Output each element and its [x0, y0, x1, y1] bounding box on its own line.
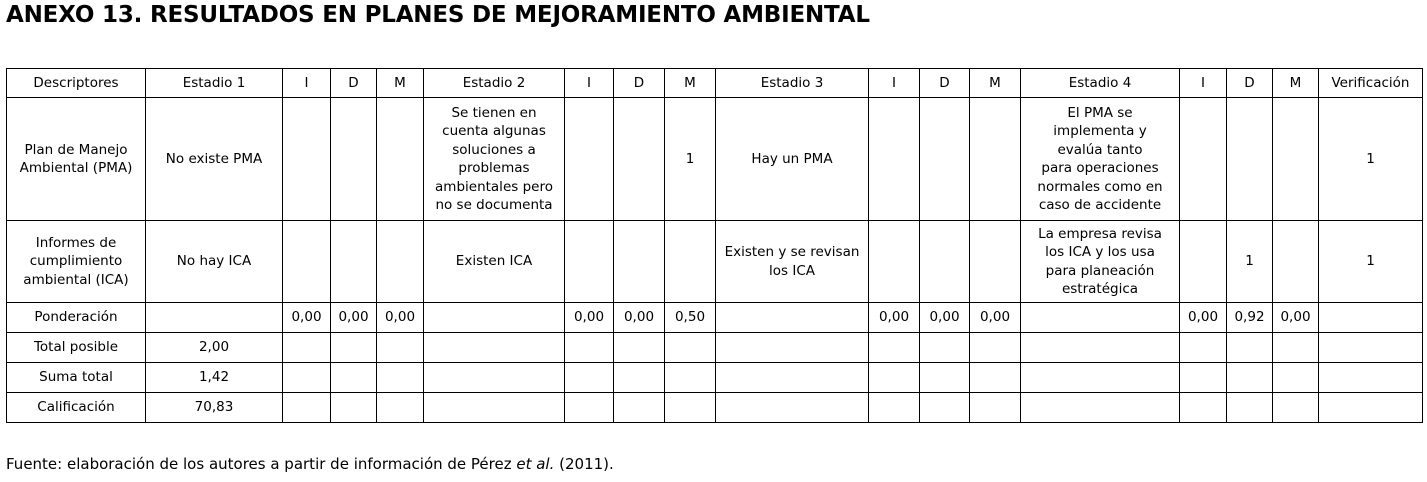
table-row: [7, 221, 1423, 303]
row-label-cell: Plan de Manejo Ambiental (PMA): [7, 98, 146, 221]
header-cell: Estadio 4: [1021, 69, 1180, 98]
table-cell: [283, 221, 331, 303]
header-cell: I: [565, 69, 614, 98]
results-table: [6, 68, 1423, 423]
header-cell: Estadio 3: [716, 69, 869, 98]
header-cell: D: [920, 69, 970, 98]
header-cell: M: [665, 69, 716, 98]
table-cell: [377, 363, 424, 393]
table-cell: [1021, 303, 1180, 333]
table-cell: 1: [1319, 98, 1423, 221]
table-cell: [665, 363, 716, 393]
header-cell: Estadio 1: [146, 69, 283, 98]
header-cell: M: [1273, 69, 1319, 98]
table-row: [7, 98, 1423, 221]
table-cell: [331, 393, 377, 423]
table-cell: [920, 333, 970, 363]
table-cell: [424, 393, 565, 423]
source-note: [6, 455, 614, 473]
header-cell: D: [1227, 69, 1273, 98]
table-cell: 0,00: [614, 303, 665, 333]
header-cell: M: [377, 69, 424, 98]
table-cell: [331, 98, 377, 221]
table-cell: [665, 393, 716, 423]
table-cell: [1227, 98, 1273, 221]
table-cell: [665, 333, 716, 363]
table-cell: [377, 333, 424, 363]
table-cell: [970, 393, 1021, 423]
table-cell: El PMA se implementa y evalúa tanto para operaciones normales como en caso de accidente: [1021, 98, 1180, 221]
table-cell: [614, 333, 665, 363]
table-cell: [1319, 303, 1423, 333]
table-cell: [283, 333, 331, 363]
table-cell: 1,42: [146, 363, 283, 393]
table-cell: 0,50: [665, 303, 716, 333]
table-cell: [1227, 363, 1273, 393]
table-cell: [970, 221, 1021, 303]
table-cell: [424, 333, 565, 363]
header-cell: M: [970, 69, 1021, 98]
header-cell: I: [869, 69, 920, 98]
table-cell: [1227, 393, 1273, 423]
table-cell: [331, 333, 377, 363]
table-cell: [1319, 393, 1423, 423]
source-suffix: (2011).: [554, 455, 614, 473]
table-cell: [716, 303, 869, 333]
table-cell: [377, 221, 424, 303]
table-cell: 0,00: [565, 303, 614, 333]
table-cell: [716, 333, 869, 363]
table-cell: Existen ICA: [424, 221, 565, 303]
table-cell: 1: [1227, 221, 1273, 303]
header-cell: I: [283, 69, 331, 98]
table-cell: [1273, 333, 1319, 363]
table-cell: 0,00: [869, 303, 920, 333]
table-cell: [614, 393, 665, 423]
table-row: [7, 393, 1423, 423]
table-cell: [424, 303, 565, 333]
row-label-cell: Suma total: [7, 363, 146, 393]
table-cell: [614, 221, 665, 303]
table-cell: [665, 221, 716, 303]
table-cell: [716, 363, 869, 393]
table-row: [7, 363, 1423, 393]
table-cell: [424, 363, 565, 393]
table-cell: [283, 393, 331, 423]
table-cell: [970, 363, 1021, 393]
table-cell: [1273, 221, 1319, 303]
table-cell: 0,00: [970, 303, 1021, 333]
table-cell: [920, 98, 970, 221]
source-prefix: Fuente: elaboración de los autores a partir de información de Pérez: [6, 455, 517, 473]
table-cell: [565, 98, 614, 221]
table-cell: 0,92: [1227, 303, 1273, 333]
table-cell: [970, 98, 1021, 221]
row-label-cell: Ponderación: [7, 303, 146, 333]
table-cell: [920, 363, 970, 393]
header-cell: Verificación: [1319, 69, 1423, 98]
table-cell: [565, 221, 614, 303]
table-cell: Hay un PMA: [716, 98, 869, 221]
table-cell: Existen y se revisan los ICA: [716, 221, 869, 303]
table-cell: [869, 333, 920, 363]
table-cell: [920, 221, 970, 303]
table-cell: 0,00: [377, 303, 424, 333]
table-cell: [1227, 333, 1273, 363]
source-italic: et al.: [516, 455, 555, 473]
table-cell: 70,83: [146, 393, 283, 423]
table-cell: [565, 333, 614, 363]
table-cell: [283, 98, 331, 221]
header-cell: Descriptores: [7, 69, 146, 98]
table-cell: [1319, 363, 1423, 393]
table-cell: [565, 393, 614, 423]
table-cell: 1: [665, 98, 716, 221]
table-cell: [1319, 333, 1423, 363]
table-cell: [331, 363, 377, 393]
table-cell: [1021, 333, 1180, 363]
table-cell: [377, 393, 424, 423]
table-cell: [331, 221, 377, 303]
row-label-cell: Total posible: [7, 333, 146, 363]
table-row: [7, 333, 1423, 363]
table-cell: [283, 363, 331, 393]
table-cell: [1180, 363, 1227, 393]
table-cell: 0,00: [1273, 303, 1319, 333]
table-cell: [146, 303, 283, 333]
page-title: ANEXO 13. RESULTADOS EN PLANES DE MEJORAMIENTO AMBIENTAL: [6, 2, 870, 28]
table-cell: Se tienen en cuenta algunas soluciones a problemas ambientales pero no se documenta: [424, 98, 565, 221]
table-row: [7, 303, 1423, 333]
table-cell: [1180, 393, 1227, 423]
table-cell: [614, 363, 665, 393]
row-label-cell: Informes de cumplimiento ambiental (ICA): [7, 221, 146, 303]
table-cell: [1273, 363, 1319, 393]
table-cell: 1: [1319, 221, 1423, 303]
table-cell: 0,00: [331, 303, 377, 333]
table-cell: [716, 393, 869, 423]
table-cell: [1180, 221, 1227, 303]
table-cell: [1021, 393, 1180, 423]
table-cell: La empresa revisa los ICA y los usa para planeación estratégica: [1021, 221, 1180, 303]
header-row: [7, 69, 1423, 98]
table-cell: [1273, 98, 1319, 221]
table-cell: [614, 98, 665, 221]
table-cell: [970, 333, 1021, 363]
table-cell: [1180, 333, 1227, 363]
table-cell: [869, 363, 920, 393]
table-cell: 0,00: [920, 303, 970, 333]
table-cell: No hay ICA: [146, 221, 283, 303]
table-cell: [869, 221, 920, 303]
header-cell: D: [331, 69, 377, 98]
header-cell: Estadio 2: [424, 69, 565, 98]
table-cell: [565, 363, 614, 393]
table-cell: No existe PMA: [146, 98, 283, 221]
header-cell: D: [614, 69, 665, 98]
table-cell: 0,00: [1180, 303, 1227, 333]
table-cell: 0,00: [283, 303, 331, 333]
header-cell: I: [1180, 69, 1227, 98]
table-cell: [1021, 363, 1180, 393]
table-cell: [869, 393, 920, 423]
row-label-cell: Calificación: [7, 393, 146, 423]
table-cell: [920, 393, 970, 423]
table-cell: 2,00: [146, 333, 283, 363]
table-cell: [869, 98, 920, 221]
table-cell: [377, 98, 424, 221]
table-cell: [1273, 393, 1319, 423]
table-cell: [1180, 98, 1227, 221]
